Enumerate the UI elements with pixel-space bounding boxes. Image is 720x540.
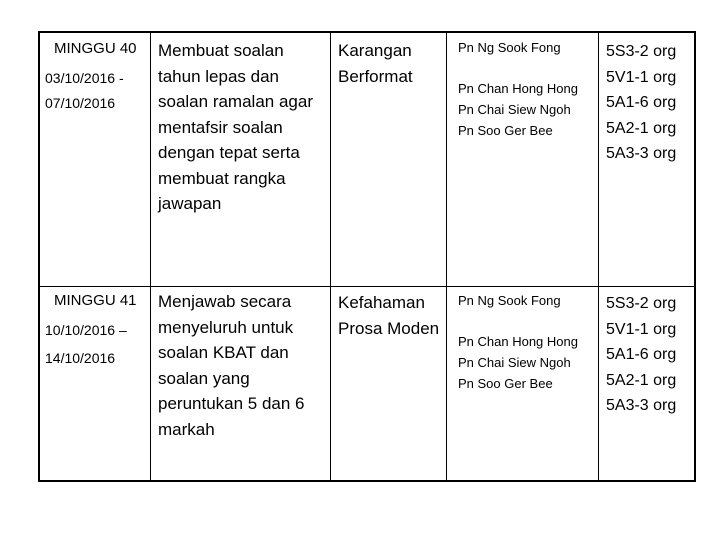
activity-line: jawapan: [158, 194, 222, 213]
date-from: 03/10/2016 -: [45, 70, 124, 86]
class-count: 5A2-1 org: [606, 371, 677, 389]
activity-line: soalan KBAT dan: [158, 343, 289, 362]
teacher-name: Pn Soo Ger Bee: [458, 123, 553, 138]
topic-cell-1: [338, 38, 446, 89]
teacher-cell-2: [458, 290, 598, 394]
teacher-name: Pn Ng Sook Fong: [458, 293, 561, 308]
teacher-name: Pn Chai Siew Ngoh: [458, 102, 571, 117]
class-cell-1: [606, 39, 696, 167]
column-divider: [330, 33, 331, 480]
activity-line: soalan yang: [158, 368, 250, 388]
activity-line: soalan ramalan agar: [158, 92, 313, 111]
activity-line: dengan tepat serta: [158, 143, 300, 162]
activity-cell-2: [158, 289, 330, 442]
activity-line: mentafsir soalan: [158, 117, 283, 137]
activity-line: markah: [158, 419, 215, 439]
class-count: 5A2-1 org: [606, 119, 677, 137]
week-label: MINGGU 40: [54, 40, 137, 57]
teacher-name: Pn Ng Sook Fong: [458, 40, 561, 55]
column-divider: [150, 33, 151, 480]
topic-line: Prosa Moden: [338, 318, 440, 338]
class-count: 5S3-2 org: [606, 43, 677, 60]
class-cell-2: [606, 291, 696, 419]
column-divider: [598, 33, 599, 480]
teacher-cell-1: [458, 37, 598, 141]
class-count: 5A3-3 org: [606, 145, 677, 162]
teacher-name: Pn Chan Hong Hong: [458, 81, 578, 96]
schedule-table: [38, 31, 696, 482]
activity-line: membuat rangka: [158, 168, 286, 188]
week-label: MINGGU 41: [54, 292, 137, 309]
class-count: 5A3-3 org: [606, 397, 677, 414]
week-cell-1: [45, 39, 150, 116]
column-divider: [446, 33, 447, 480]
activity-line: peruntukan 5 dan 6: [158, 394, 305, 413]
topic-line: Karangan: [338, 41, 412, 60]
teacher-name: Pn Chan Hong Hong: [458, 334, 578, 349]
teacher-name: Pn Soo Ger Bee: [458, 376, 553, 391]
date-to: 14/10/2016: [45, 350, 116, 366]
date-to: 07/10/2016: [45, 95, 116, 111]
date-from: 10/10/2016 –: [45, 322, 127, 338]
teacher-name: Pn Chai Siew Ngoh: [458, 355, 571, 370]
class-count: 5A1-6 org: [606, 346, 677, 363]
activity-line: tahun lepas dan: [158, 66, 279, 86]
class-count: 5S3-2 org: [606, 295, 677, 312]
activity-line: Membuat soalan: [158, 41, 284, 60]
row-divider: [40, 286, 694, 287]
activity-line: menyeluruh untuk: [158, 317, 294, 337]
activity-line: Menjawab secara: [158, 292, 292, 311]
class-count: 5V1-1 org: [606, 320, 677, 338]
activity-cell-1: [158, 38, 330, 217]
week-cell-2: [45, 291, 150, 371]
topic-line: Kefahaman: [338, 293, 425, 312]
topic-line: Berformat: [338, 66, 413, 86]
class-count: 5A1-6 org: [606, 94, 677, 111]
topic-cell-2: [338, 290, 446, 341]
class-count: 5V1-1 org: [606, 68, 677, 86]
